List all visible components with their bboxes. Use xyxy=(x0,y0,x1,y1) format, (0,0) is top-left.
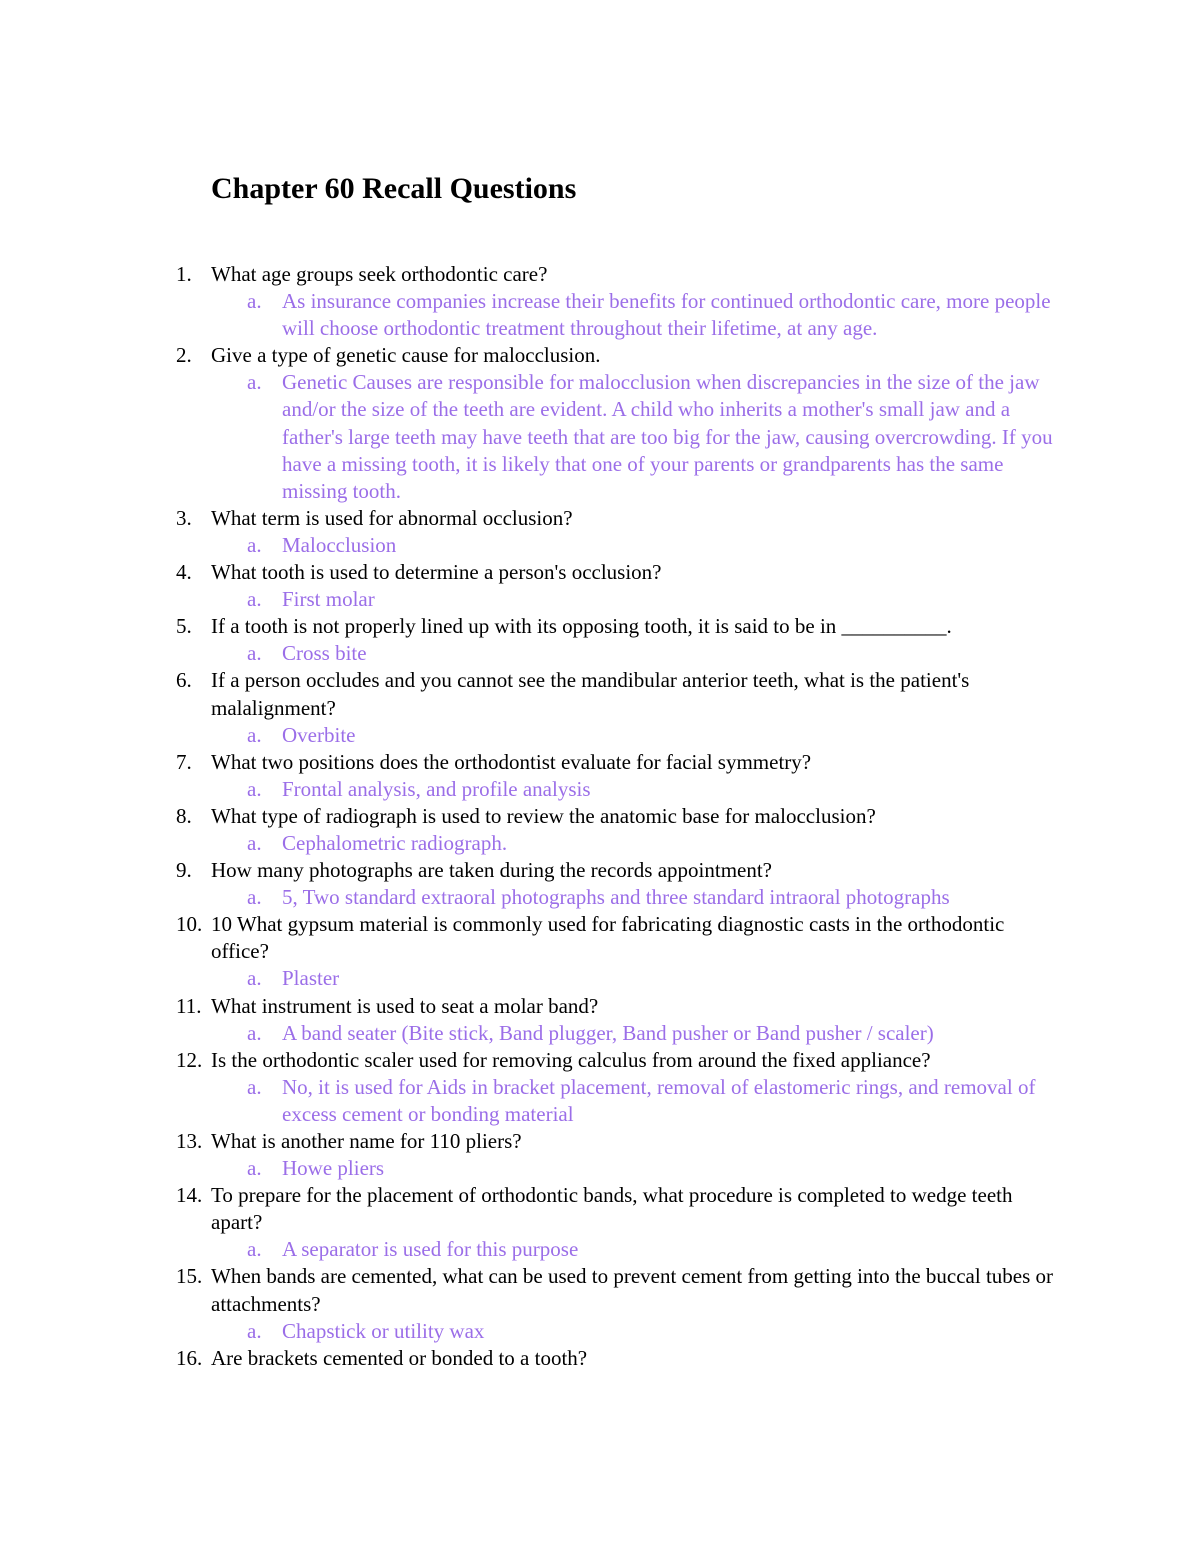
question-text: Are brackets cemented or bonded to a tooth? xyxy=(211,1345,588,1370)
answer-marker: a. xyxy=(247,1318,262,1343)
question-text: Is the orthodontic scaler used for removing calculus from around the fixed appliance? xyxy=(211,1047,931,1072)
question-item xyxy=(0,613,1200,667)
answer-text: First molar xyxy=(282,587,375,612)
answer-row xyxy=(0,640,1200,667)
answer-row xyxy=(0,369,1200,504)
answer-marker: a. xyxy=(247,1074,262,1099)
question-number: 10. xyxy=(176,912,203,937)
answer-row xyxy=(0,722,1200,749)
answer-row xyxy=(0,884,1200,911)
question-text: What is another name for 110 pliers? xyxy=(211,1129,522,1153)
question-text: To prepare for the placement of orthodontic bands, what procedure is completed to wedge teeth apart? xyxy=(211,1183,1013,1235)
answer-text: Howe pliers xyxy=(282,1156,385,1181)
answer-text: No, it is used for Aids in bracket placement, removal of elastomeric rings, and removal of excess cement or bonding material xyxy=(282,1074,1036,1126)
question-number: 5. xyxy=(176,614,192,639)
question-row xyxy=(0,1263,1200,1317)
question-row xyxy=(0,261,1200,288)
question-row xyxy=(0,911,1200,965)
question-text: What instrument is used to seat a molar band? xyxy=(211,993,599,1018)
answer-row xyxy=(0,830,1200,857)
question-number: 9. xyxy=(176,858,192,883)
answer-row xyxy=(0,1155,1200,1182)
question-row xyxy=(0,857,1200,884)
question-item xyxy=(0,993,1200,1047)
question-item xyxy=(0,342,1200,505)
question-number: 15. xyxy=(176,1264,203,1289)
answer-marker: a. xyxy=(247,776,262,801)
answer-marker: a. xyxy=(247,532,262,557)
question-item xyxy=(0,261,1200,342)
question-text: If a person occludes and you cannot see the mandibular anterior teeth, what is the patient's malalignment? xyxy=(211,668,970,720)
question-text: When bands are cemented, what can be used to prevent cement from getting into the buccal tubes or attachments? xyxy=(211,1264,1054,1316)
answer-text: Overbite xyxy=(282,722,356,747)
answer-marker: a. xyxy=(247,587,262,612)
question-item xyxy=(0,857,1200,911)
question-item xyxy=(0,911,1200,992)
question-row xyxy=(0,1182,1200,1236)
question-item xyxy=(0,749,1200,803)
answer-marker: a. xyxy=(247,885,262,910)
answer-text: Genetic Causes are responsible for malocclusion when discrepancies in the size of the jaw and/or the size of the teeth are evident. A child who inherits a mother's small jaw and a father's large teeth may have teeth that are too big for the jaw, causing overcrowding. If you have a missing tooth, it is likely that one of your parents or grandparents has the same missing tooth. xyxy=(282,370,1053,503)
question-number: 3. xyxy=(176,505,192,530)
question-text: What tooth is used to determine a person's occlusion? xyxy=(211,560,662,585)
answer-marker: a. xyxy=(247,722,262,747)
question-item xyxy=(0,667,1200,748)
question-number: 16. xyxy=(176,1345,203,1370)
answer-row xyxy=(0,532,1200,559)
answer-text: Frontal analysis, and profile analysis xyxy=(282,776,591,801)
answer-marker: a. xyxy=(247,1156,262,1181)
answer-marker: a. xyxy=(247,1237,262,1262)
answer-text: Chapstick or utility wax xyxy=(282,1318,485,1343)
answer-row xyxy=(0,1074,1200,1128)
answer-marker: a. xyxy=(247,966,262,991)
question-row xyxy=(0,1047,1200,1074)
question-row xyxy=(0,342,1200,369)
answer-row xyxy=(0,586,1200,613)
question-item xyxy=(0,1128,1200,1182)
answer-text: 5, Two standard extraoral photographs and three standard intraoral photographs xyxy=(282,885,950,910)
question-number: 4. xyxy=(176,560,192,585)
question-number: 8. xyxy=(176,803,192,828)
question-row xyxy=(0,749,1200,776)
question-number: 13. xyxy=(176,1129,203,1153)
question-item xyxy=(0,1047,1200,1128)
document-title: Chapter 60 Recall Questions xyxy=(211,172,577,205)
answer-row xyxy=(0,288,1200,342)
answer-marker: a. xyxy=(247,641,262,666)
question-text: 10 What gypsum material is commonly used for fabricating diagnostic casts in the orthodontic office? xyxy=(211,912,1005,964)
question-text: What type of radiograph is used to review the anatomic base for malocclusion? xyxy=(211,803,876,828)
answer-row xyxy=(0,1020,1200,1047)
question-row xyxy=(0,505,1200,532)
question-number: 6. xyxy=(176,668,192,693)
answer-marker: a. xyxy=(247,289,262,314)
answer-row xyxy=(0,1236,1200,1263)
question-number: 14. xyxy=(176,1183,203,1208)
answer-row xyxy=(0,1318,1200,1345)
question-row xyxy=(0,803,1200,830)
question-item xyxy=(0,559,1200,613)
question-item xyxy=(0,505,1200,559)
answer-row xyxy=(0,965,1200,992)
question-item xyxy=(0,1182,1200,1263)
question-text: Give a type of genetic cause for malocclusion. xyxy=(211,343,601,368)
question-number: 1. xyxy=(176,262,192,286)
answer-row xyxy=(0,776,1200,803)
question-text: What two positions does the orthodontist evaluate for facial symmetry? xyxy=(211,749,812,774)
question-item xyxy=(0,1263,1200,1344)
question-row xyxy=(0,667,1200,721)
answer-marker: a. xyxy=(247,1020,262,1045)
question-number: 7. xyxy=(176,749,192,774)
answer-text: A separator is used for this purpose xyxy=(282,1237,579,1262)
question-number: 2. xyxy=(176,343,192,368)
question-number: 11. xyxy=(176,993,202,1018)
question-text: If a tooth is not properly lined up with its opposing tooth, it is said to be in __________. xyxy=(211,614,952,639)
question-item xyxy=(0,803,1200,857)
question-text: What term is used for abnormal occlusion? xyxy=(211,505,573,530)
question-item xyxy=(0,1345,1200,1372)
question-text: What age groups seek orthodontic care? xyxy=(211,262,548,286)
question-row xyxy=(0,613,1200,640)
answer-text: As insurance companies increase their benefits for continued orthodontic care, more people will choose orthodontic treatment throughout their lifetime, at any age. xyxy=(282,289,1051,341)
question-list xyxy=(0,261,1200,1372)
answer-text: Cephalometric radiograph. xyxy=(282,830,508,855)
answer-marker: a. xyxy=(247,830,262,855)
question-row xyxy=(0,559,1200,586)
answer-text: Plaster xyxy=(282,966,340,991)
answer-text: Malocclusion xyxy=(282,532,397,557)
question-row xyxy=(0,1345,1200,1372)
question-row xyxy=(0,993,1200,1020)
answer-text: Cross bite xyxy=(282,641,367,666)
question-number: 12. xyxy=(176,1047,203,1072)
question-row xyxy=(0,1128,1200,1155)
answer-marker: a. xyxy=(247,370,262,395)
question-text: How many photographs are taken during the records appointment? xyxy=(211,858,773,883)
answer-text: A band seater (Bite stick, Band plugger, Band pusher or Band pusher / scaler) xyxy=(282,1020,934,1045)
